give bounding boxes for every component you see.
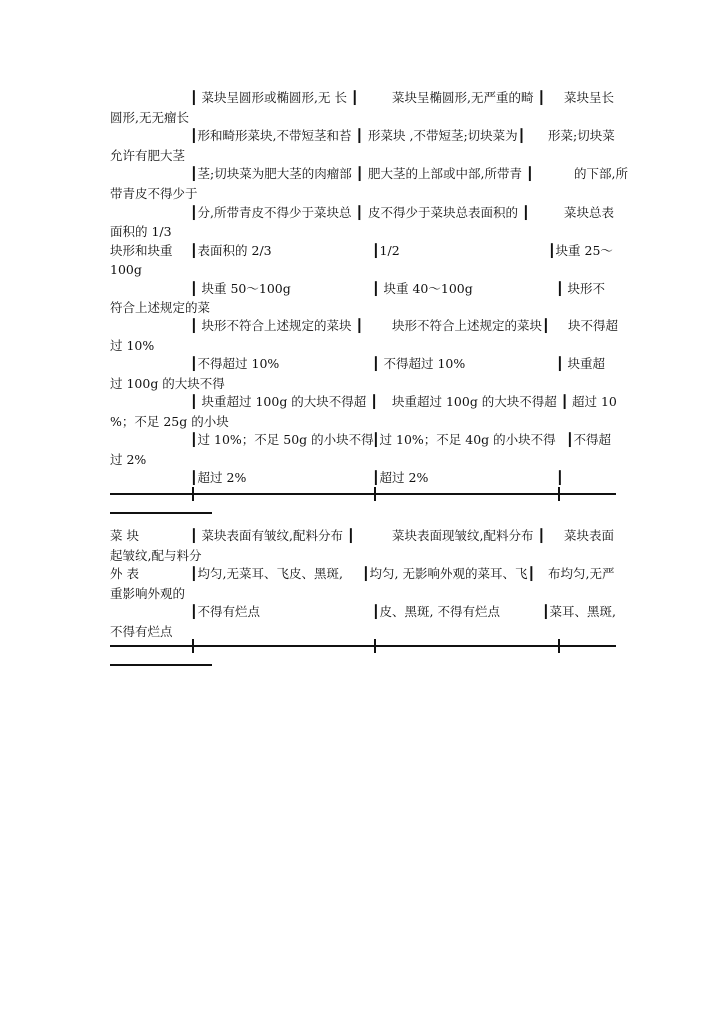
table-rule-tick — [374, 639, 376, 653]
row13-col-c: 布均匀,无严 — [548, 566, 615, 581]
row7-wrap: 过 10% — [110, 338, 155, 353]
table-rule-tick — [558, 487, 560, 501]
row9-col-c: 超过 10 — [572, 394, 617, 409]
row10-col-a: ┃过 10%；不足 50g 的小块不得 — [190, 432, 374, 447]
row13-col-a: ┃均匀,无菜耳、飞皮、黑斑, — [190, 566, 343, 581]
row14-col-c: ┃菜耳、黑斑, — [542, 604, 616, 619]
row6-wrap: 符合上述规定的菜 — [110, 300, 211, 315]
row7-col-b: 块形不符合上述规定的菜块┃ — [392, 318, 550, 333]
row12-col-b: 菜块表面现皱纹,配料分布 ┃ — [392, 528, 545, 543]
row4-col-a: ┃分,所带青皮不得少于菜块总 ┃ — [190, 205, 363, 220]
row3-col-b: 肥大茎的上部或中部,所带青 ┃ — [368, 166, 534, 181]
row9-wrap: %；不足 25g 的小块 — [110, 414, 229, 429]
row7-col-a: ┃ 块形不符合上述规定的菜块 ┃ — [190, 318, 363, 333]
row2-wrap: 允许有肥大茎 — [110, 148, 186, 163]
table-rule — [110, 493, 616, 495]
row12-wrap: 起皱纹,配与料分 — [110, 548, 202, 563]
table-rule-short — [110, 664, 212, 666]
row3-col-a: ┃茎;切块菜为肥大茎的肉瘤部 ┃ — [190, 166, 364, 181]
row6-col-a: ┃ 块重 50～100g — [190, 281, 291, 296]
row6-col-b: ┃ 块重 40～100g — [372, 281, 473, 296]
row1-col-a: ┃ 菜块呈圆形或椭圆形,无 长 ┃ — [190, 90, 359, 105]
row6-col-c: ┃ 块形不 — [556, 281, 605, 296]
row11-col-c: ┃ — [556, 470, 564, 485]
row5-col-b: ┃1/2 — [372, 243, 400, 258]
row14-wrap: 不得有烂点 — [110, 624, 173, 639]
row8-col-b: ┃ 不得超过 10% — [372, 356, 466, 371]
table-rule-tick — [192, 487, 194, 501]
row4-wrap: 面积的 1/3 — [110, 224, 172, 239]
row5-col-c: ┃块重 25～ — [548, 243, 613, 258]
section-label-appearance-2: 外 表 — [110, 566, 139, 581]
row2-col-b: 形菜块 ,不带短茎;切块菜为┃ — [368, 128, 526, 143]
table-rule-tick — [374, 487, 376, 501]
row12-col-c: 菜块表面 — [564, 528, 615, 543]
row10-col-b: ┃过 10%；不足 40g 的小块不得 — [372, 432, 556, 447]
row2-col-a: ┃形和畸形菜块,不带短茎和苔 ┃ — [190, 128, 363, 143]
row9-col-a: ┃ 块重超过 100g 的大块不得超 ┃ — [190, 394, 378, 409]
row12-col-a: ┃ 菜块表面有皱纹,配料分布 ┃ — [190, 528, 355, 543]
row3-col-c: 的下部,所 — [574, 166, 628, 181]
row9-col-b: 块重超过 100g 的大块不得超 ┃ — [392, 394, 569, 409]
table-rule-tick — [192, 639, 194, 653]
row14-col-a: ┃不得有烂点 — [190, 604, 261, 619]
table-rule-short — [110, 512, 212, 514]
row10-col-c: ┃不得超 — [566, 432, 612, 447]
row13-wrap: 重影响外观的 — [110, 586, 186, 601]
row8-wrap: 过 100g 的大块不得 — [110, 376, 225, 391]
row1-col-c: 菜块呈长 — [564, 90, 615, 105]
section-label-appearance-1: 菜 块 — [110, 528, 139, 543]
row10-wrap: 过 2% — [110, 452, 147, 467]
row5-wrap: 100g — [110, 262, 142, 277]
row2-col-c: 形菜;切块菜 — [548, 128, 615, 143]
row3-wrap: 带青皮不得少于 — [110, 186, 198, 201]
row5-col-a: ┃表面积的 2/3 — [190, 243, 272, 258]
row8-col-a: ┃不得超过 10% — [190, 356, 280, 371]
row1-wrap: 圆形,无无瘤长 — [110, 110, 189, 125]
row7-col-c: 块不得超 — [568, 318, 619, 333]
row11-col-b: ┃超过 2% — [372, 470, 429, 485]
row1-col-b: 菜块呈椭圆形,无严重的畸 ┃ — [392, 90, 545, 105]
row14-col-b: ┃皮、黑斑, 不得有烂点 — [372, 604, 500, 619]
row8-col-c: ┃ 块重超 — [556, 356, 605, 371]
row4-col-b: 皮不得少于菜块总表面积的 ┃ — [368, 205, 530, 220]
table-rule-tick — [558, 639, 560, 653]
row11-col-a: ┃超过 2% — [190, 470, 247, 485]
row4-col-c: 菜块总表 — [564, 205, 615, 220]
table-rule — [110, 645, 616, 647]
section-label-shape-weight: 块形和块重 — [110, 243, 173, 258]
row13-col-b: ┃均匀, 无影响外观的菜耳、飞┃ — [362, 566, 535, 581]
